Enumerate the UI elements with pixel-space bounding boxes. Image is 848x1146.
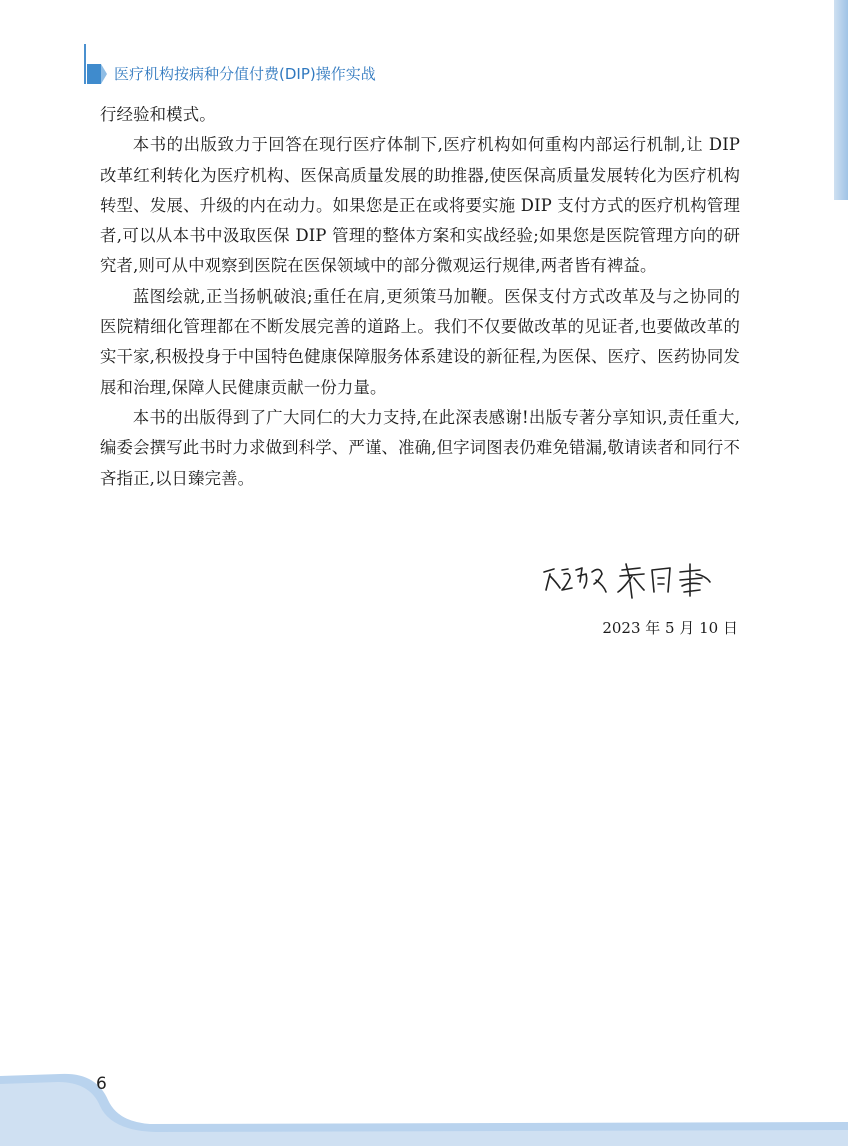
page-number: 6 [96,1074,107,1094]
body-text [100,100,740,494]
handwritten-signature [540,552,740,602]
paragraph-continued: 行经验和模式。 [100,105,216,124]
header-title: 医疗机构按病种分值付费(DIP)操作实战 [114,65,376,83]
signature-date: 2023 年 5 月 10 日 [602,619,738,637]
paragraph: 本书的出版得到了广大同仁的大力支持,在此深表感谢!出版专著分享知识,责任重大,编委会撰写此书时力求做到科学、严谨、准确,但字词图表仍难免错漏,敬请读者和同行不吝指正,以日臻完善。 [100,407,740,488]
paragraph: 蓝图绘就,正当扬帆破浪;重任在肩,更须策马加鞭。医保支付方式改革及与之协同的医院精细化管理都在不断发展完善的道路上。我们不仅要做改革的见证者,也要做改革的实干家,积极投身于中国特色健康保障服务体系建设的新征程,为医保、医疗、医药协同发展和治理,保障人民健康贡献一份力量。 [100,286,740,397]
running-header [84,44,484,84]
header-rule [84,44,86,84]
paragraph: 本书的出版致力于回答在现行医疗体制下,医疗机构如何重构内部运行机制,让 DIP 改革红利转化为医疗机构、医保高质量发展的助推器,使医保高质量发展转化为医疗机构转型、发展、升级的内在动力。如果您是正在或将要实施 DIP 支付方式的医疗机构管理者,可以从本书中汲取医保 DIP 管理的整体方案和实战经验;如果您是医院管理方向的研究者,则可从中观察到医院在医保领域中的部分微观运行规律,两者皆有裨益。 [100,135,740,276]
footer-wave-decoration [0,1070,848,1146]
header-book-icon [87,64,101,84]
side-tab-decoration [834,0,848,200]
